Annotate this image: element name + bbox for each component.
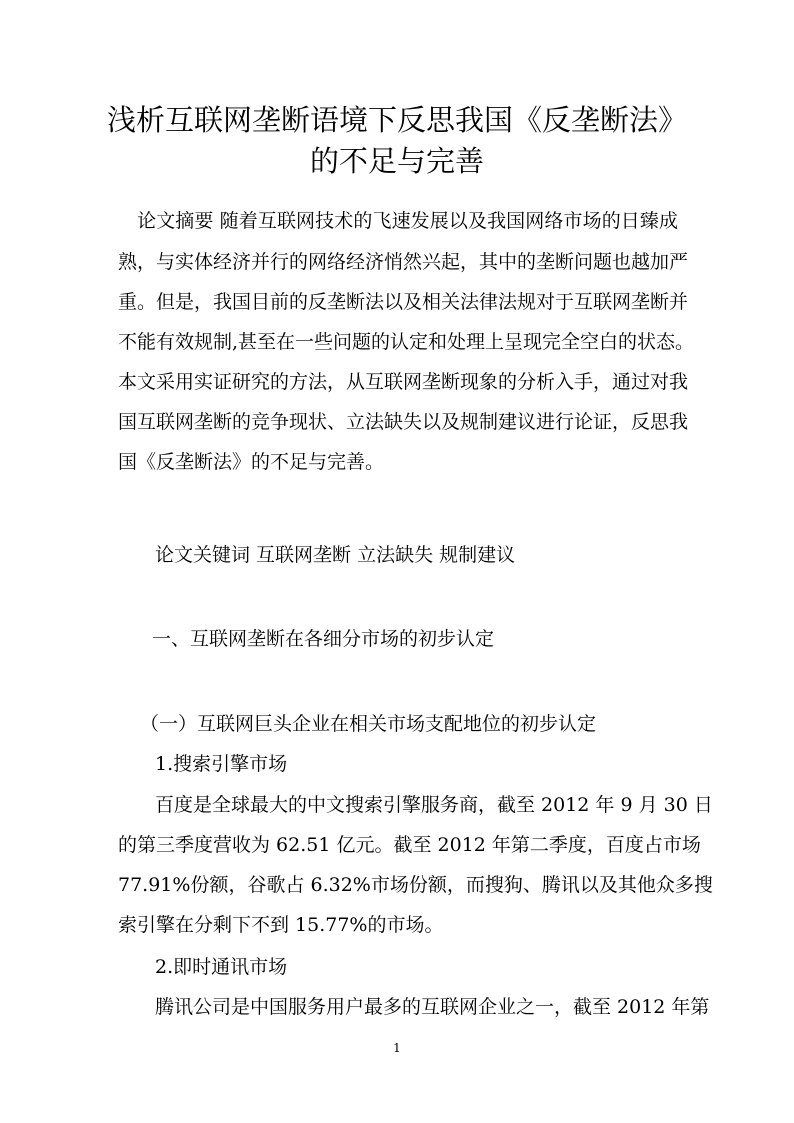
item1-line-1: 百度是全球最大的中文搜索引擎服务商，截至 2012 年 9 月 30 日 (155, 794, 713, 816)
item2-line-1: 腾讯公司是中国服务用户最多的互联网企业之一，截至 2012 年第 (155, 996, 710, 1018)
abstract-line-5: 本文采用实证研究的方法，从互联网垄断现象的分析入手，通过对我 (118, 371, 689, 393)
document-title-line-2: 的不足与完善 (309, 144, 484, 178)
abstract-line-2: 熟，与实体经济并行的网络经济悄然兴起，其中的垄断问题也越加严 (118, 251, 689, 273)
page-number: 1 (393, 1041, 401, 1055)
document-title-line-1: 浅析互联网垄断语境下反思我国《反垄断法》 (106, 103, 687, 137)
subsection-heading: （一）互联网巨头企业在相关市场支配地位的初步认定 (140, 713, 597, 735)
abstract-line-3: 重。但是，我国目前的反垄断法以及相关法律法规对于互联网垄断并 (118, 291, 689, 313)
keywords-line: 论文关键词 互联网垄断 立法缺失 规制建议 (155, 544, 516, 566)
abstract-line-4: 不能有效规制,甚至在一些问题的认定和处理上呈现完全空白的状态。 (118, 331, 695, 353)
item1-line-3: 77.91%份额，谷歌占 6.32%市场份额，而搜狗、腾讯以及其他众多搜 (118, 874, 713, 896)
abstract-line-1: 论文摘要 随着互联网技术的飞速发展以及我国网络市场的日臻成 (118, 210, 678, 232)
abstract-line-6: 国互联网垄断的竞争现状、立法缺失以及规制建议进行论证，反思我 (118, 411, 689, 433)
item-heading-instant-messaging: 2.即时通讯市场 (155, 956, 288, 978)
abstract-line-7: 国《反垄断法》的不足与完善。 (118, 451, 385, 473)
item1-line-2: 的第三季度营收为 62.51 亿元。截至 2012 年第二季度，百度占市场 (118, 834, 701, 856)
section-heading: 一、互联网垄断在各细分市场的初步认定 (152, 628, 495, 650)
item-heading-search-engine: 1.搜索引擎市场 (155, 753, 288, 775)
item1-line-4: 索引擎在分剩下不到 15.77%的市场。 (118, 914, 444, 936)
